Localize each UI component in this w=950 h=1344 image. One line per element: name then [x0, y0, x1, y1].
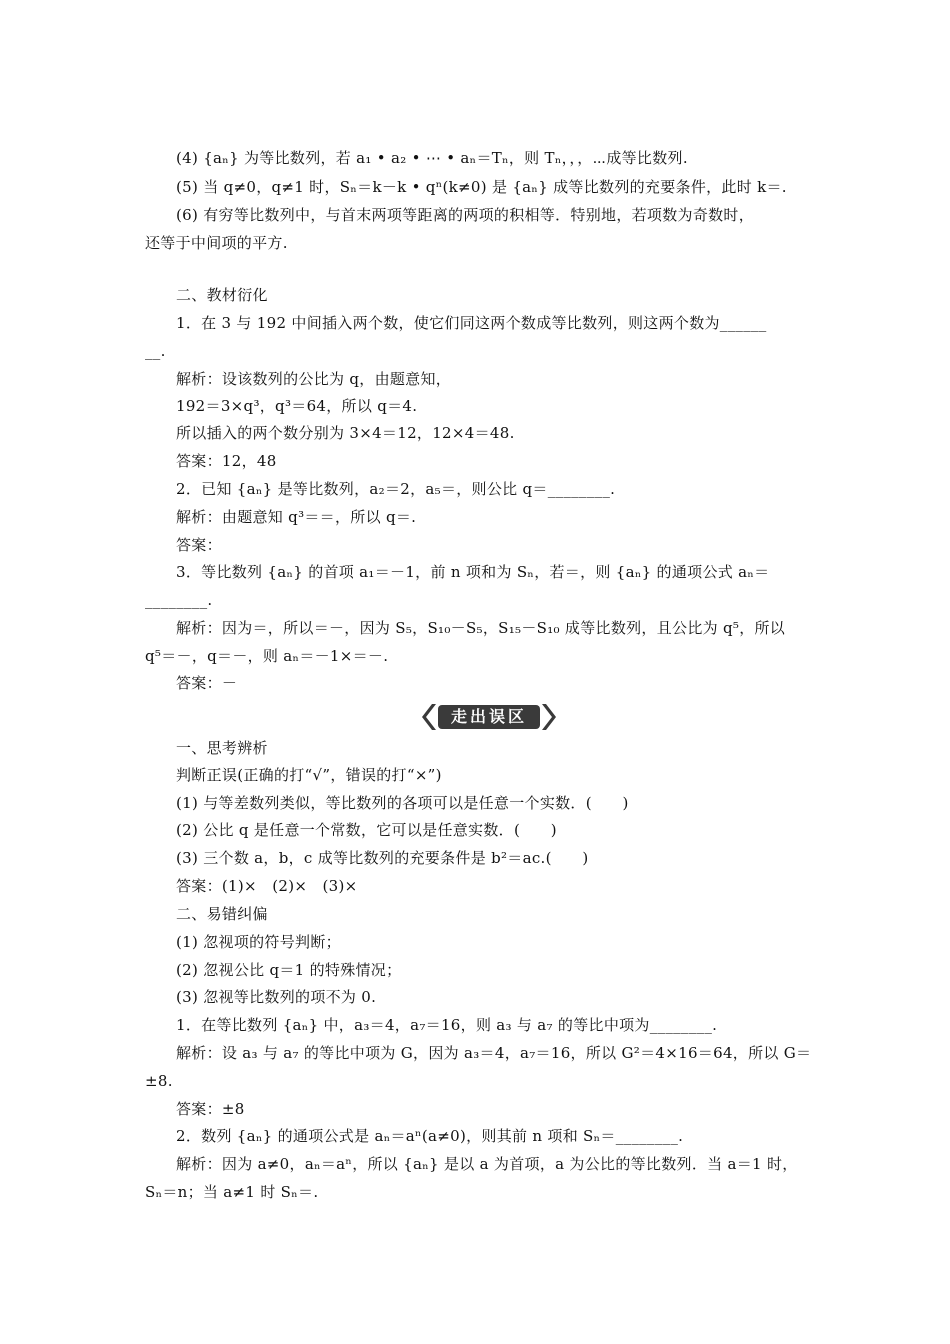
text-line: 1．在 3 与 192 中间插入两个数，使它们同这两个数成等比数列，则这两个数为______: [176, 314, 767, 332]
text-line: 解析：设该数列的公比为 q，由题意知，: [176, 370, 452, 388]
text-line: (5) 当 q≠0，q≠1 时，Sₙ＝k－k • qⁿ(k≠0) 是 {aₙ} 成等比数列的充要条件，此时 k＝.: [176, 178, 787, 196]
text-line: 解析：由题意知 q³＝＝，所以 q＝.: [176, 508, 417, 526]
text-line: (2) 公比 q 是任意一个常数，它可以是任意实数．( ): [176, 821, 557, 839]
text-line: (6) 有穷等比数列中，与首末两项等距离的两项的积相等．特别地，若项数为奇数时，: [176, 206, 755, 224]
text-line: (1) 忽视项的符号判断；: [176, 933, 341, 951]
text-line: 1．在等比数列 {aₙ} 中，a₃＝4，a₇＝16，则 a₃ 与 a₇ 的等比中项为________.: [176, 1016, 718, 1034]
text-line: 答案：±8: [176, 1100, 245, 1118]
text-line: 答案：12，48: [176, 452, 277, 470]
text-line: ±8.: [145, 1072, 173, 1090]
text-line: (1) 与等差数列类似，等比数列的各项可以是任意一个实数．( ): [176, 794, 629, 812]
text-line: 3．等比数列 {aₙ} 的首项 a₁＝－1，前 n 项和为 Sₙ，若＝，则 {aₙ} 的通项公式 aₙ＝: [176, 563, 770, 581]
text-line: 还等于中间项的平方.: [145, 234, 288, 252]
text-line: q⁵＝－，q＝－，则 aₙ＝－1×＝－.: [145, 647, 389, 665]
text-line: (2) 忽视公比 q＝1 的特殊情况；: [176, 961, 402, 979]
text-line: ________.: [145, 591, 213, 609]
text-line: (4) {aₙ} 为等比数列，若 a₁ • a₂ • ⋯ • aₙ＝Tₙ，则 Tₙ，，，⋯成等比数列.: [176, 149, 688, 167]
text-line: 2．数列 {aₙ} 的通项公式是 aₙ＝aⁿ(a≠0)，则其前 n 项和 Sₙ＝________.: [176, 1127, 684, 1145]
text-line: 答案：(1)× (2)× (3)×: [176, 877, 358, 895]
text-line: 解析：因为 a≠0，aₙ＝aⁿ，所以 {aₙ} 是以 a 为首项，a 为公比的等比数列．当 a＝1 时，: [176, 1155, 798, 1173]
text-line: 答案：: [176, 536, 222, 554]
text-line: Sₙ＝n；当 a≠1 时 Sₙ＝.: [145, 1183, 319, 1201]
section-heading: 二、教材衍化: [176, 286, 268, 304]
text-line: 解析：设 a₃ 与 a₇ 的等比中项为 G，因为 a₃＝4，a₇＝16，所以 G²＝4×16＝64，所以 G＝: [176, 1044, 812, 1062]
text-line: 192＝3×q³，q³＝64，所以 q＝4.: [176, 397, 418, 415]
text-line: (3) 忽视等比数列的项不为 0.: [176, 988, 377, 1006]
section-banner: [418, 702, 560, 732]
text-line: 所以插入的两个数分别为 3×4＝12，12×4＝48.: [176, 424, 515, 442]
text-line: (3) 三个数 a，b，c 成等比数列的充要条件是 b²＝ac.( ): [176, 849, 589, 867]
text-line: 2．已知 {aₙ} 是等比数列，a₂＝2，a₅＝，则公比 q＝________.: [176, 480, 616, 498]
text-line: 判断正误(正确的打“√”，错误的打“×”): [176, 766, 442, 784]
section-heading: 二、易错纠偏: [176, 905, 268, 923]
text-line: 解析：因为＝，所以＝－，因为 S₅，S₁₀－S₅，S₁₅－S₁₀ 成等比数列，且公比为 q⁵，所以: [176, 619, 786, 637]
text-line: __.: [145, 342, 166, 360]
banner-label: 走出误区: [450, 707, 527, 726]
section-heading: 一、思考辨析: [176, 739, 268, 757]
text-line: 答案：－: [176, 674, 238, 692]
